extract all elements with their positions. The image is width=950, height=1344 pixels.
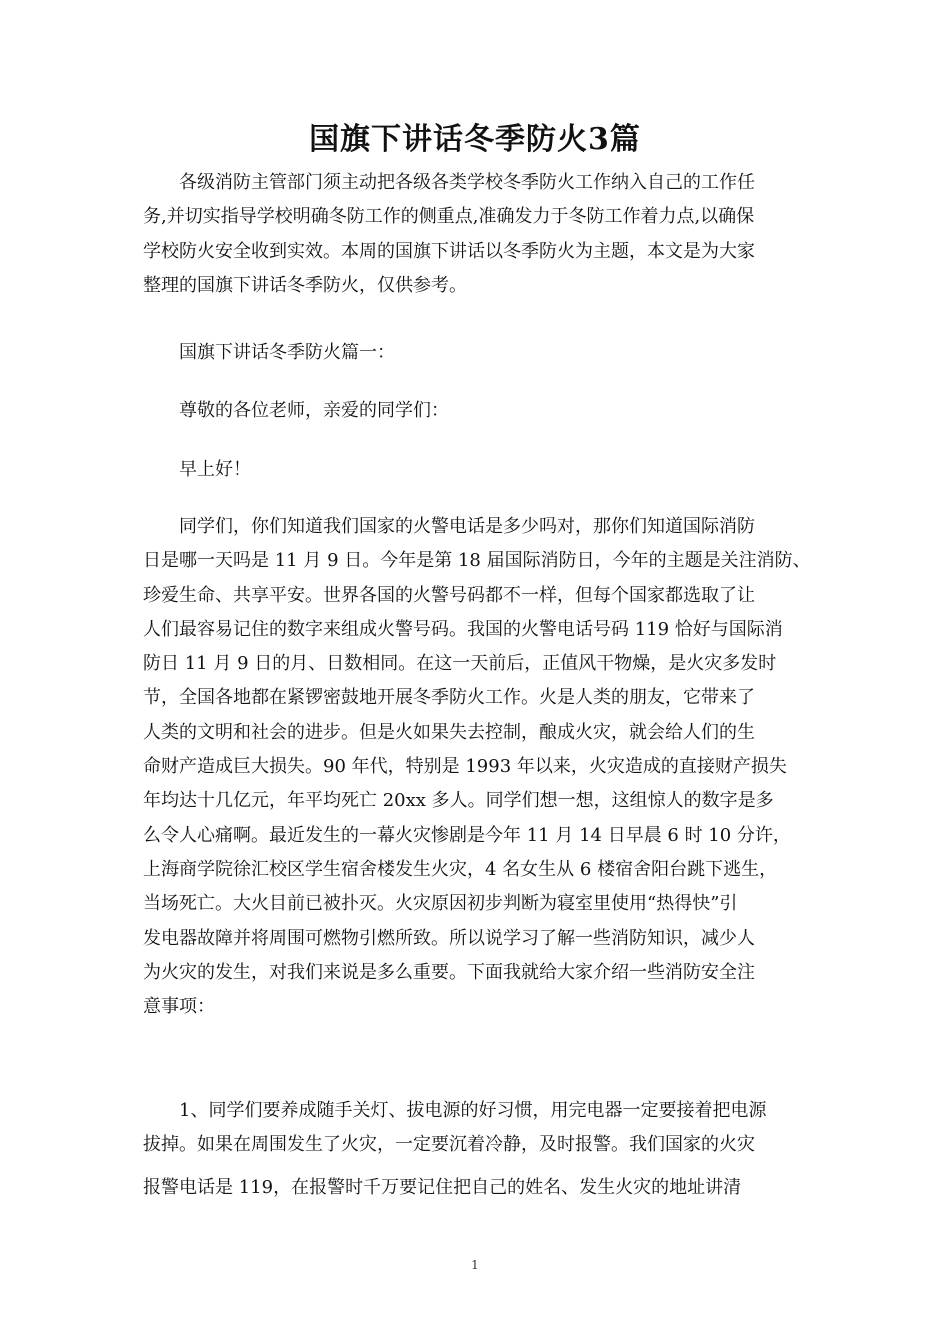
greeting: 早上好！ bbox=[179, 459, 251, 480]
text-line: 拔掉。如果在周围发生了火灾，一定要沉着冷静，及时报警。我们国家的火灾 bbox=[143, 1134, 755, 1156]
item-1-paragraph bbox=[143, 1094, 827, 1205]
text-line: 务,并切实指导学校明确冬防工作的侧重点,准确发力于冬防工作着力点,以确保 bbox=[143, 206, 755, 228]
text-line: 当场死亡。大火目前已被扑灭。火灾原因初步判断为寝室里使用“热得快”引 bbox=[143, 893, 738, 915]
text-line: 上海商学院徐汇校区学生宿舍楼发生火灾，4 名女生从 6 楼宿舍阳台跳下逃生， bbox=[143, 858, 778, 880]
text-line: 各级消防主管部门须主动把各级各类学校冬季防火工作纳入自己的工作任 bbox=[179, 172, 755, 193]
text-line: 发电器故障并将周围可燃物引燃所致。所以说学习了解一些消防知识，减少人 bbox=[143, 927, 755, 949]
text-line: 命财产造成巨大损失。90 年代，特别是 1993 年以来，火灾造成的直接财产损失 bbox=[143, 756, 787, 778]
page-number: 1 bbox=[471, 1258, 479, 1272]
document-title: 国旗下讲话冬季防火3篇 bbox=[309, 122, 641, 158]
text-line: 为火灾的发生，对我们来说是多么重要。下面我就给大家介绍一些消防安全注 bbox=[143, 961, 755, 983]
intro-paragraph bbox=[143, 166, 827, 303]
text-line: 报警电话是 119，在报警时千万要记住把自己的姓名、发生火灾的地址讲清 bbox=[143, 1176, 742, 1198]
text-line: 整理的国旗下讲话冬季防火，仅供参考。 bbox=[143, 274, 467, 296]
body-paragraph bbox=[143, 510, 827, 1024]
text-line: 意事项： bbox=[143, 996, 215, 1018]
salutation: 尊敬的各位老师，亲爱的同学们： bbox=[179, 400, 449, 421]
text-line: 么令人心痛啊。最近发生的一幕火灾惨剧是今年 11 月 14 日早晨 6 时 10 分许， bbox=[143, 824, 791, 846]
text-line: 人类的文明和社会的进步。但是火如果失去控制，酿成火灾，就会给人们的生 bbox=[143, 721, 755, 743]
text-line: 人们最容易记住的数字来组成火警号码。我国的火警电话号码 119 恰好与国际消 bbox=[143, 618, 783, 640]
text-line: 防日 11 月 9 日的月、日数相同。在这一天前后，正值风干物燥，是火灾多发时 bbox=[143, 653, 777, 675]
section-heading: 国旗下讲话冬季防火篇一： bbox=[179, 342, 395, 363]
text-line: 学校防火安全收到实效。本周的国旗下讲话以冬季防火为主题，本文是为大家 bbox=[143, 240, 755, 262]
text-line: 1、同学们要养成随手关灯、拔电源的好习惯，用完电器一定要接着把电源 bbox=[179, 1100, 767, 1121]
text-line: 同学们，你们知道我们国家的火警电话是多少吗对，那你们知道国际消防 bbox=[179, 516, 755, 537]
text-line: 日是哪一天吗是 11 月 9 日。今年是第 18 届国际消防日，今年的主题是关注消防、 bbox=[143, 550, 811, 572]
text-line: 节，全国各地都在紧锣密鼓地开展冬季防火工作。火是人类的朋友，它带来了 bbox=[143, 687, 755, 709]
text-line: 珍爱生命、共享平安。世界各国的火警号码都不一样，但每个国家都选取了让 bbox=[143, 584, 755, 606]
text-line: 年均达十几亿元，年平均死亡 20xx 多人。同学们想一想，这组惊人的数字是多 bbox=[143, 790, 774, 812]
